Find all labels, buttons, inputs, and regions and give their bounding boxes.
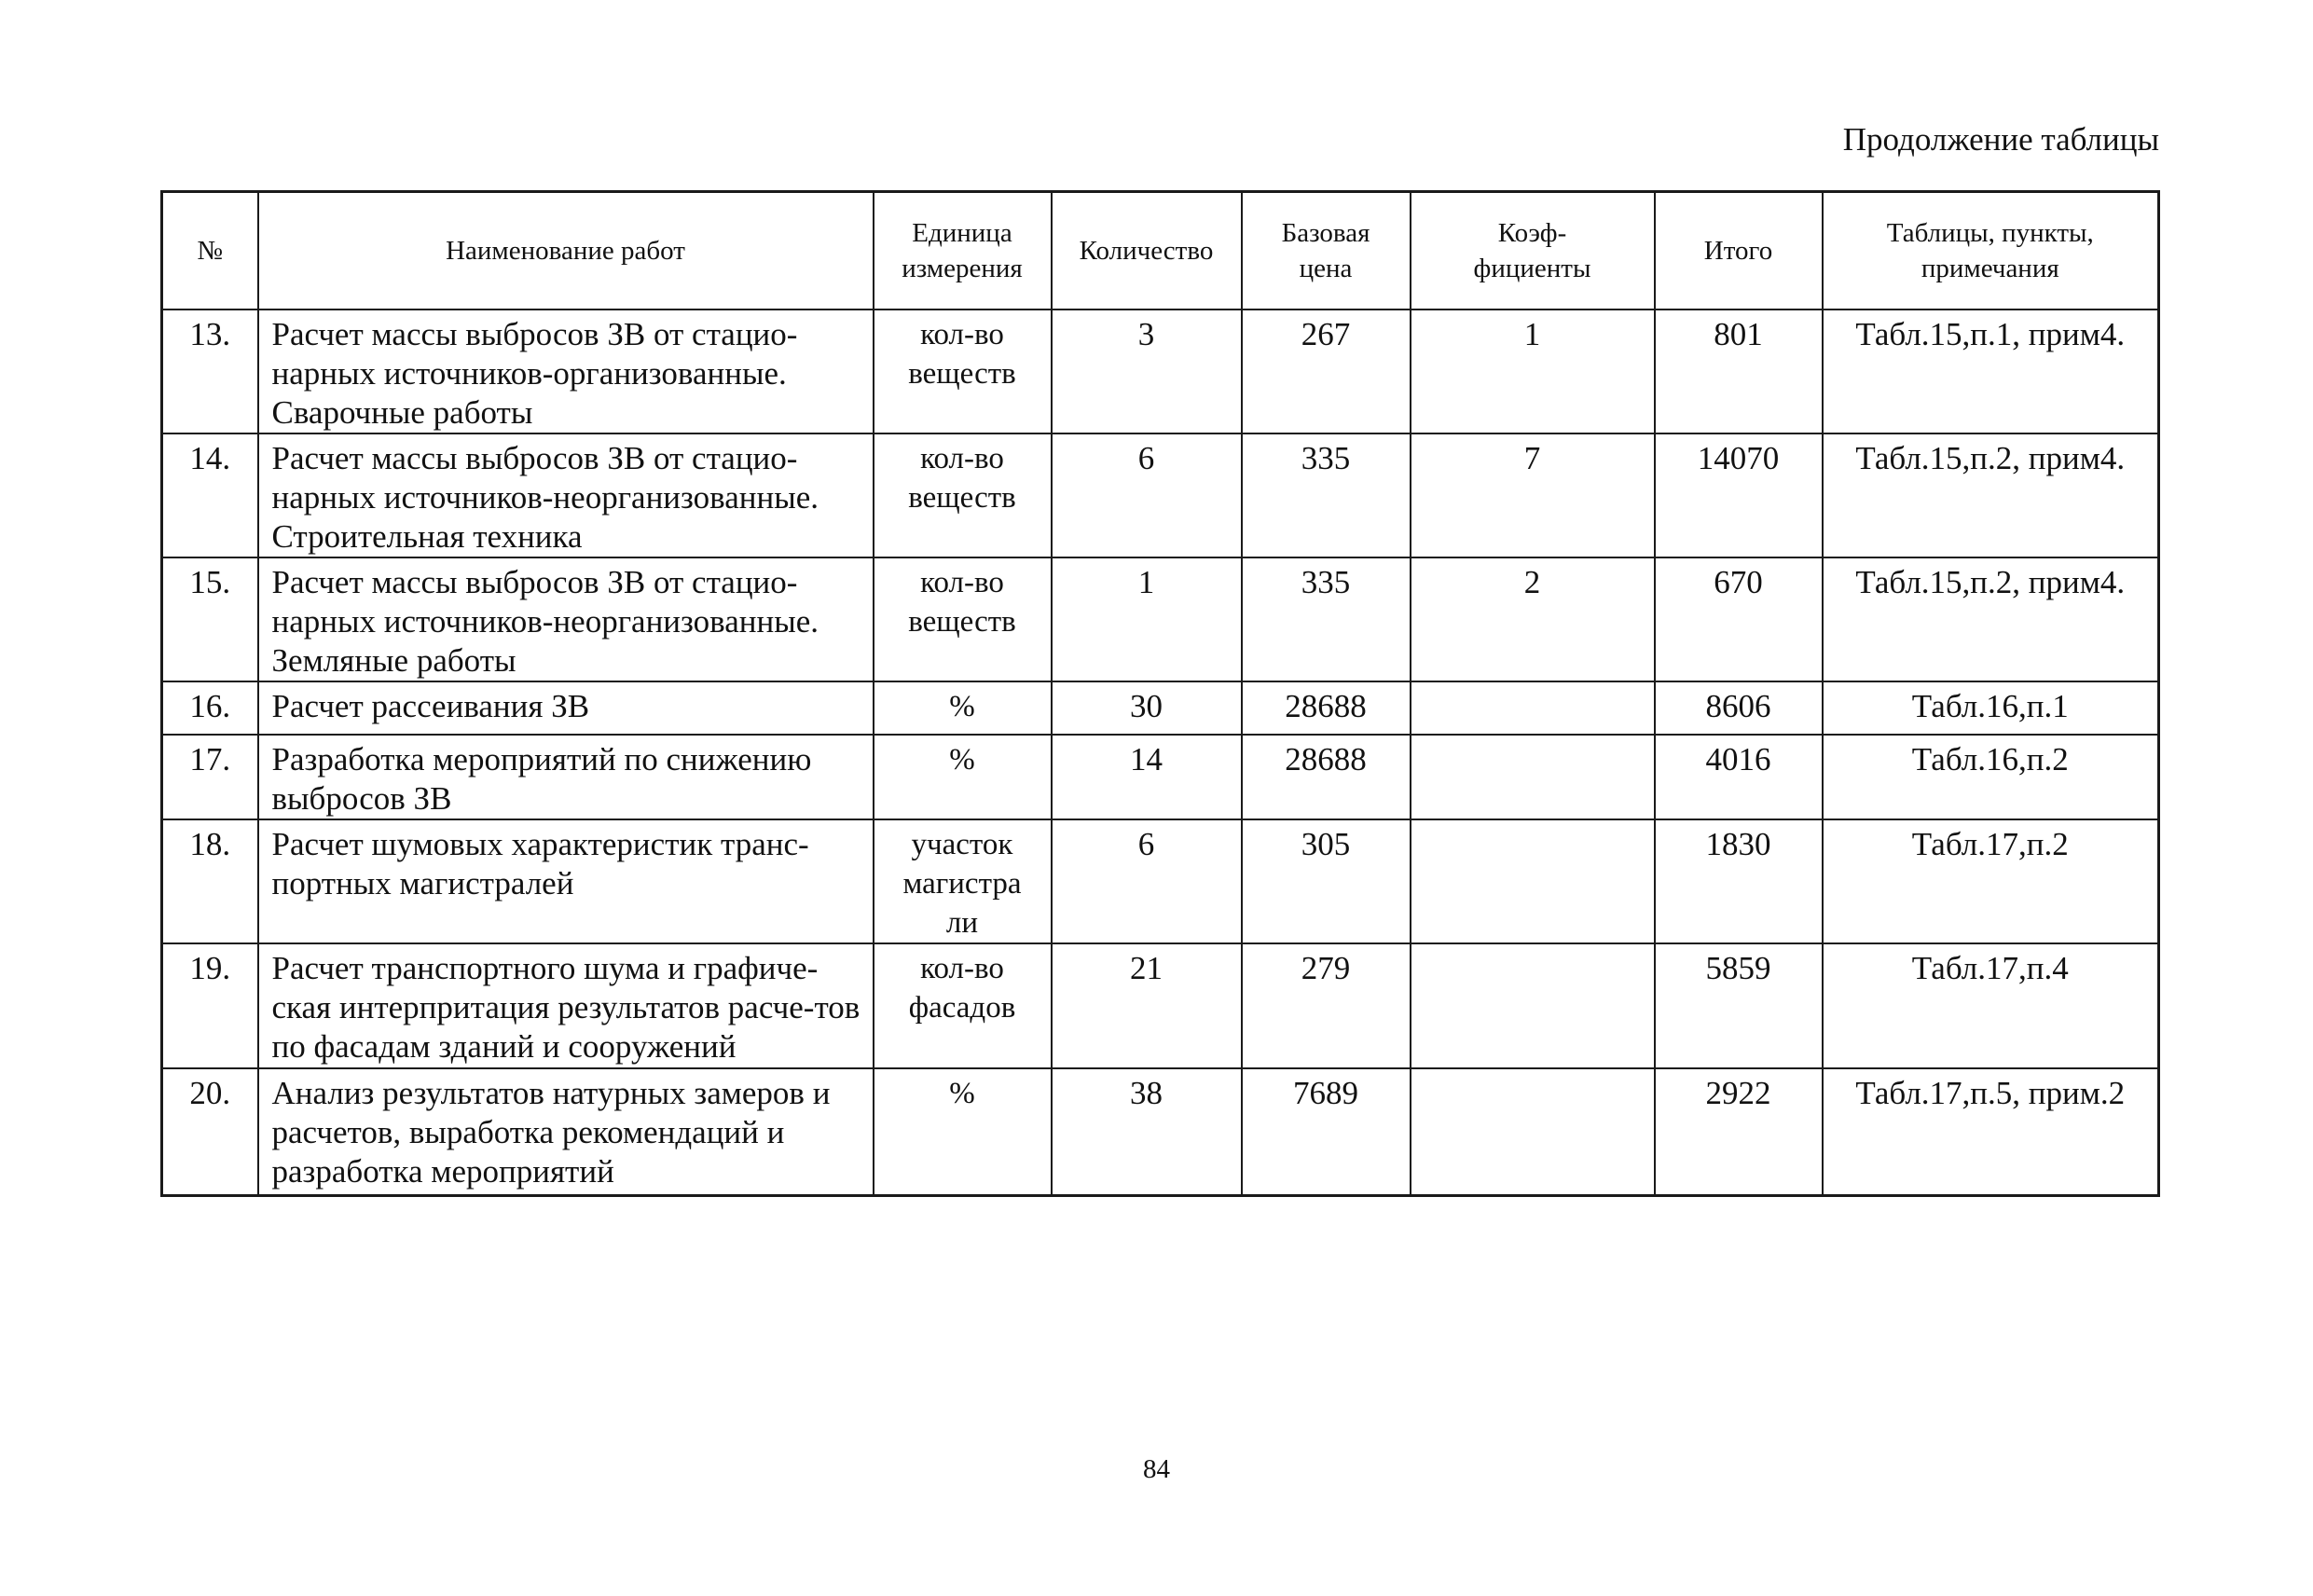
cell-name: Расчет массы выбросов ЗВ от стацио-нарных источников-неорганизованные. Земляные работы bbox=[258, 557, 874, 681]
cell-quantity: 14 bbox=[1052, 735, 1242, 819]
cell-base-price: 28688 bbox=[1242, 681, 1411, 735]
header-quantity: Количество bbox=[1052, 192, 1242, 310]
cell-base-price: 335 bbox=[1242, 433, 1411, 557]
cell-coefficient bbox=[1411, 681, 1655, 735]
table-row bbox=[162, 681, 2159, 735]
cell-coefficient: 7 bbox=[1411, 433, 1655, 557]
cell-unit: % bbox=[874, 681, 1052, 735]
cell-quantity: 38 bbox=[1052, 1068, 1242, 1195]
cell-coefficient: 2 bbox=[1411, 557, 1655, 681]
cell-total: 4016 bbox=[1655, 735, 1823, 819]
cell-total: 2922 bbox=[1655, 1068, 1823, 1195]
cell-notes: Табл.17,п.5, прим.2 bbox=[1823, 1068, 2159, 1195]
cell-notes: Табл.15,п.1, прим4. bbox=[1823, 310, 2159, 433]
cell-total: 801 bbox=[1655, 310, 1823, 433]
cell-base-price: 335 bbox=[1242, 557, 1411, 681]
cell-name: Расчет массы выбросов ЗВ от стацио-нарных источников-неорганизованные. Строительная техника bbox=[258, 433, 874, 557]
table-row bbox=[162, 735, 2159, 819]
cell-base-price: 28688 bbox=[1242, 735, 1411, 819]
cell-quantity: 1 bbox=[1052, 557, 1242, 681]
table-row bbox=[162, 943, 2159, 1068]
table-continuation-caption: Продолжение таблицы bbox=[1842, 121, 2159, 158]
cell-name: Расчет массы выбросов ЗВ от стацио-нарных источников-организованные. Сварочные работы bbox=[258, 310, 874, 433]
header-notes: Таблицы, пункты, примечания bbox=[1823, 192, 2159, 310]
cell-coefficient bbox=[1411, 1068, 1655, 1195]
cell-base-price: 279 bbox=[1242, 943, 1411, 1068]
cell-name: Разработка мероприятий по снижению выбросов ЗВ bbox=[258, 735, 874, 819]
cell-coefficient bbox=[1411, 819, 1655, 943]
cell-unit: % bbox=[874, 1068, 1052, 1195]
page-number: 84 bbox=[1143, 1454, 1170, 1484]
cell-notes: Табл.16,п.1 bbox=[1823, 681, 2159, 735]
cell-name: Расчет шумовых характеристик транс-портных магистралей bbox=[258, 819, 874, 943]
cell-quantity: 21 bbox=[1052, 943, 1242, 1068]
cell-total: 8606 bbox=[1655, 681, 1823, 735]
cell-base-price: 7689 bbox=[1242, 1068, 1411, 1195]
header-total: Итого bbox=[1655, 192, 1823, 310]
cell-name: Анализ результатов натурных замеров и расчетов, выработка рекомендаций и разработка мероприятий bbox=[258, 1068, 874, 1195]
cell-num: 16. bbox=[162, 681, 258, 735]
table-header-row bbox=[162, 192, 2159, 310]
cell-num: 18. bbox=[162, 819, 258, 943]
cell-quantity: 6 bbox=[1052, 819, 1242, 943]
cell-notes: Табл.15,п.2, прим4. bbox=[1823, 557, 2159, 681]
table-row bbox=[162, 819, 2159, 943]
cell-unit: кол-во фасадов bbox=[874, 943, 1052, 1068]
cost-table bbox=[160, 190, 2160, 1197]
cell-notes: Табл.17,п.4 bbox=[1823, 943, 2159, 1068]
table-row bbox=[162, 1068, 2159, 1195]
cell-total: 5859 bbox=[1655, 943, 1823, 1068]
cell-unit: кол-во веществ bbox=[874, 433, 1052, 557]
header-unit: Единица измерения bbox=[874, 192, 1052, 310]
cell-coefficient: 1 bbox=[1411, 310, 1655, 433]
cell-unit: кол-во веществ bbox=[874, 310, 1052, 433]
cell-coefficient bbox=[1411, 943, 1655, 1068]
cell-num: 15. bbox=[162, 557, 258, 681]
cell-name: Расчет рассеивания ЗВ bbox=[258, 681, 874, 735]
header-coefficients: Коэф-фициенты bbox=[1411, 192, 1655, 310]
cell-base-price: 305 bbox=[1242, 819, 1411, 943]
header-name: Наименование работ bbox=[258, 192, 874, 310]
cell-num: 14. bbox=[162, 433, 258, 557]
cell-quantity: 6 bbox=[1052, 433, 1242, 557]
cell-unit: участок магистра ли bbox=[874, 819, 1052, 943]
header-num: № bbox=[162, 192, 258, 310]
cell-num: 13. bbox=[162, 310, 258, 433]
cell-notes: Табл.17,п.2 bbox=[1823, 819, 2159, 943]
cell-quantity: 3 bbox=[1052, 310, 1242, 433]
header-base-price: Базовая цена bbox=[1242, 192, 1411, 310]
cell-quantity: 30 bbox=[1052, 681, 1242, 735]
cell-num: 20. bbox=[162, 1068, 258, 1195]
table-row bbox=[162, 310, 2159, 433]
cell-unit: кол-во веществ bbox=[874, 557, 1052, 681]
cell-total: 1830 bbox=[1655, 819, 1823, 943]
cell-notes: Табл.15,п.2, прим4. bbox=[1823, 433, 2159, 557]
cell-total: 14070 bbox=[1655, 433, 1823, 557]
cell-unit: % bbox=[874, 735, 1052, 819]
cell-total: 670 bbox=[1655, 557, 1823, 681]
table-row bbox=[162, 557, 2159, 681]
cell-num: 17. bbox=[162, 735, 258, 819]
cell-base-price: 267 bbox=[1242, 310, 1411, 433]
cell-coefficient bbox=[1411, 735, 1655, 819]
cell-name: Расчет транспортного шума и графиче-ская интерпритация результатов расче-тов по фасадам зданий и сооружений bbox=[258, 943, 874, 1068]
cell-num: 19. bbox=[162, 943, 258, 1068]
cell-notes: Табл.16,п.2 bbox=[1823, 735, 2159, 819]
table-row bbox=[162, 433, 2159, 557]
